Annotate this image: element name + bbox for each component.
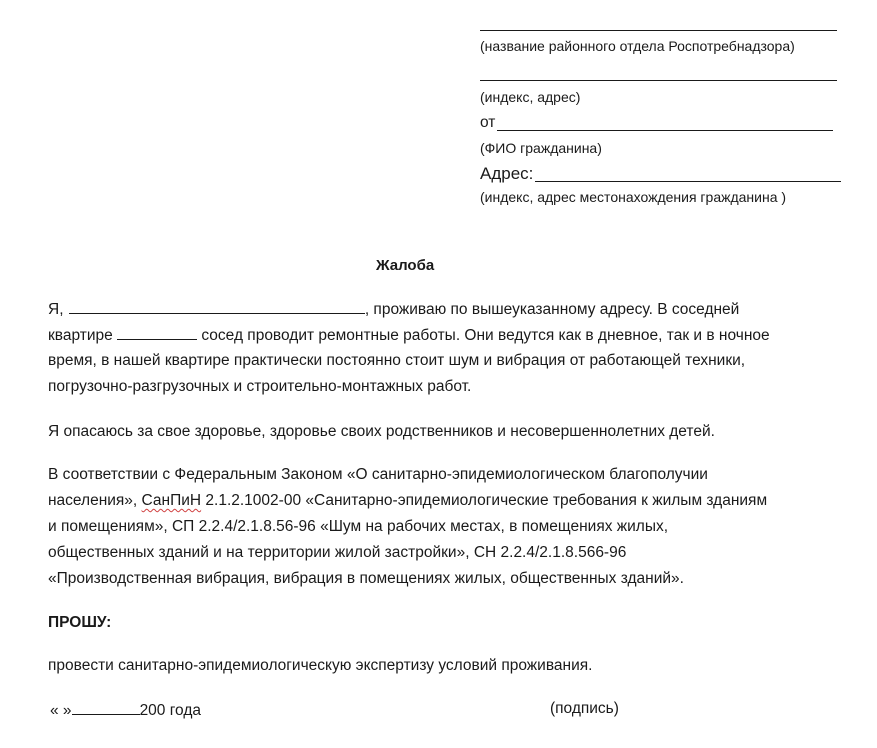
paragraph-3-line-4: общественных зданий и на территории жилой застройки», СН 2.2.4/2.1.8.566-96	[48, 544, 627, 561]
date-quotes: « »	[50, 702, 72, 719]
request-heading: ПРОШУ:	[48, 614, 112, 631]
paragraph-3-line-1: В соответствии с Федеральным Законом «О санитарно-эпидемиологическом благополучии	[48, 466, 708, 483]
citizen-name-field[interactable]	[497, 130, 833, 131]
signature-caption: (подпись)	[550, 700, 619, 717]
sanpin-misspelled-word: СанПиН	[141, 492, 202, 509]
paragraph-3-line-3: и помещениям», СП 2.2.4/2.1.8.56-96 «Шум на рабочих местах, в помещениях жилых,	[48, 518, 669, 535]
paragraph-2: Я опасаюсь за свое здоровье, здоровье своих родственников и несовершеннолетних детей.	[48, 423, 715, 440]
department-address-field[interactable]	[480, 80, 837, 81]
from-label: от	[480, 114, 496, 131]
department-address-caption: (индекс, адрес)	[480, 89, 581, 105]
paragraph-1-line-4: погрузочно-разгрузочных и строительно-монтажных работ.	[48, 378, 472, 395]
date-field[interactable]	[72, 700, 140, 715]
document-title: Жалоба	[376, 257, 435, 274]
paragraph-3-line-2-prefix: населения»,	[48, 492, 142, 509]
paragraph-1-line-2-text: сосед проводит ремонтные работы. Они ведутся как в дневное, так и в ночное	[201, 327, 770, 344]
paragraph-3-line-5: «Производственная вибрация, вибрация в помещениях жилых, общественных зданий».	[48, 570, 684, 587]
paragraph-1-line-1	[48, 299, 739, 319]
paragraph-1-line-3: время, в нашей квартире практически постоянно стоит шум и вибрация от работающей техники,	[48, 352, 746, 369]
department-caption: (название районного отдела Роспотребнадзора)	[480, 38, 795, 54]
department-name-field[interactable]	[480, 30, 837, 31]
apartment-label: квартире	[48, 327, 113, 344]
date-line	[50, 700, 201, 720]
paragraph-3-line-2	[48, 492, 767, 510]
paragraph-1-prefix: Я,	[48, 301, 64, 318]
address-label: Адрес:	[480, 164, 534, 183]
citizen-address-field[interactable]	[535, 181, 841, 182]
date-year: 200 года	[139, 702, 201, 719]
applicant-name-field[interactable]	[69, 299, 365, 314]
citizen-address-caption: (индекс, адрес местонахождения гражданина )	[480, 189, 787, 205]
paragraph-1-suffix: , проживаю по вышеуказанному адресу. В соседней	[364, 301, 740, 318]
apartment-number-field[interactable]	[117, 325, 197, 340]
paragraph-1-line-2	[48, 325, 770, 345]
paragraph-3-line-2-suffix: 2.1.2.1002-00 «Санитарно-эпидемиологические требования к жилым зданиям	[201, 492, 768, 509]
request-text: провести санитарно-эпидемиологическую экспертизу условий проживания.	[48, 657, 593, 674]
citizen-name-caption: (ФИО гражданина)	[480, 140, 602, 156]
